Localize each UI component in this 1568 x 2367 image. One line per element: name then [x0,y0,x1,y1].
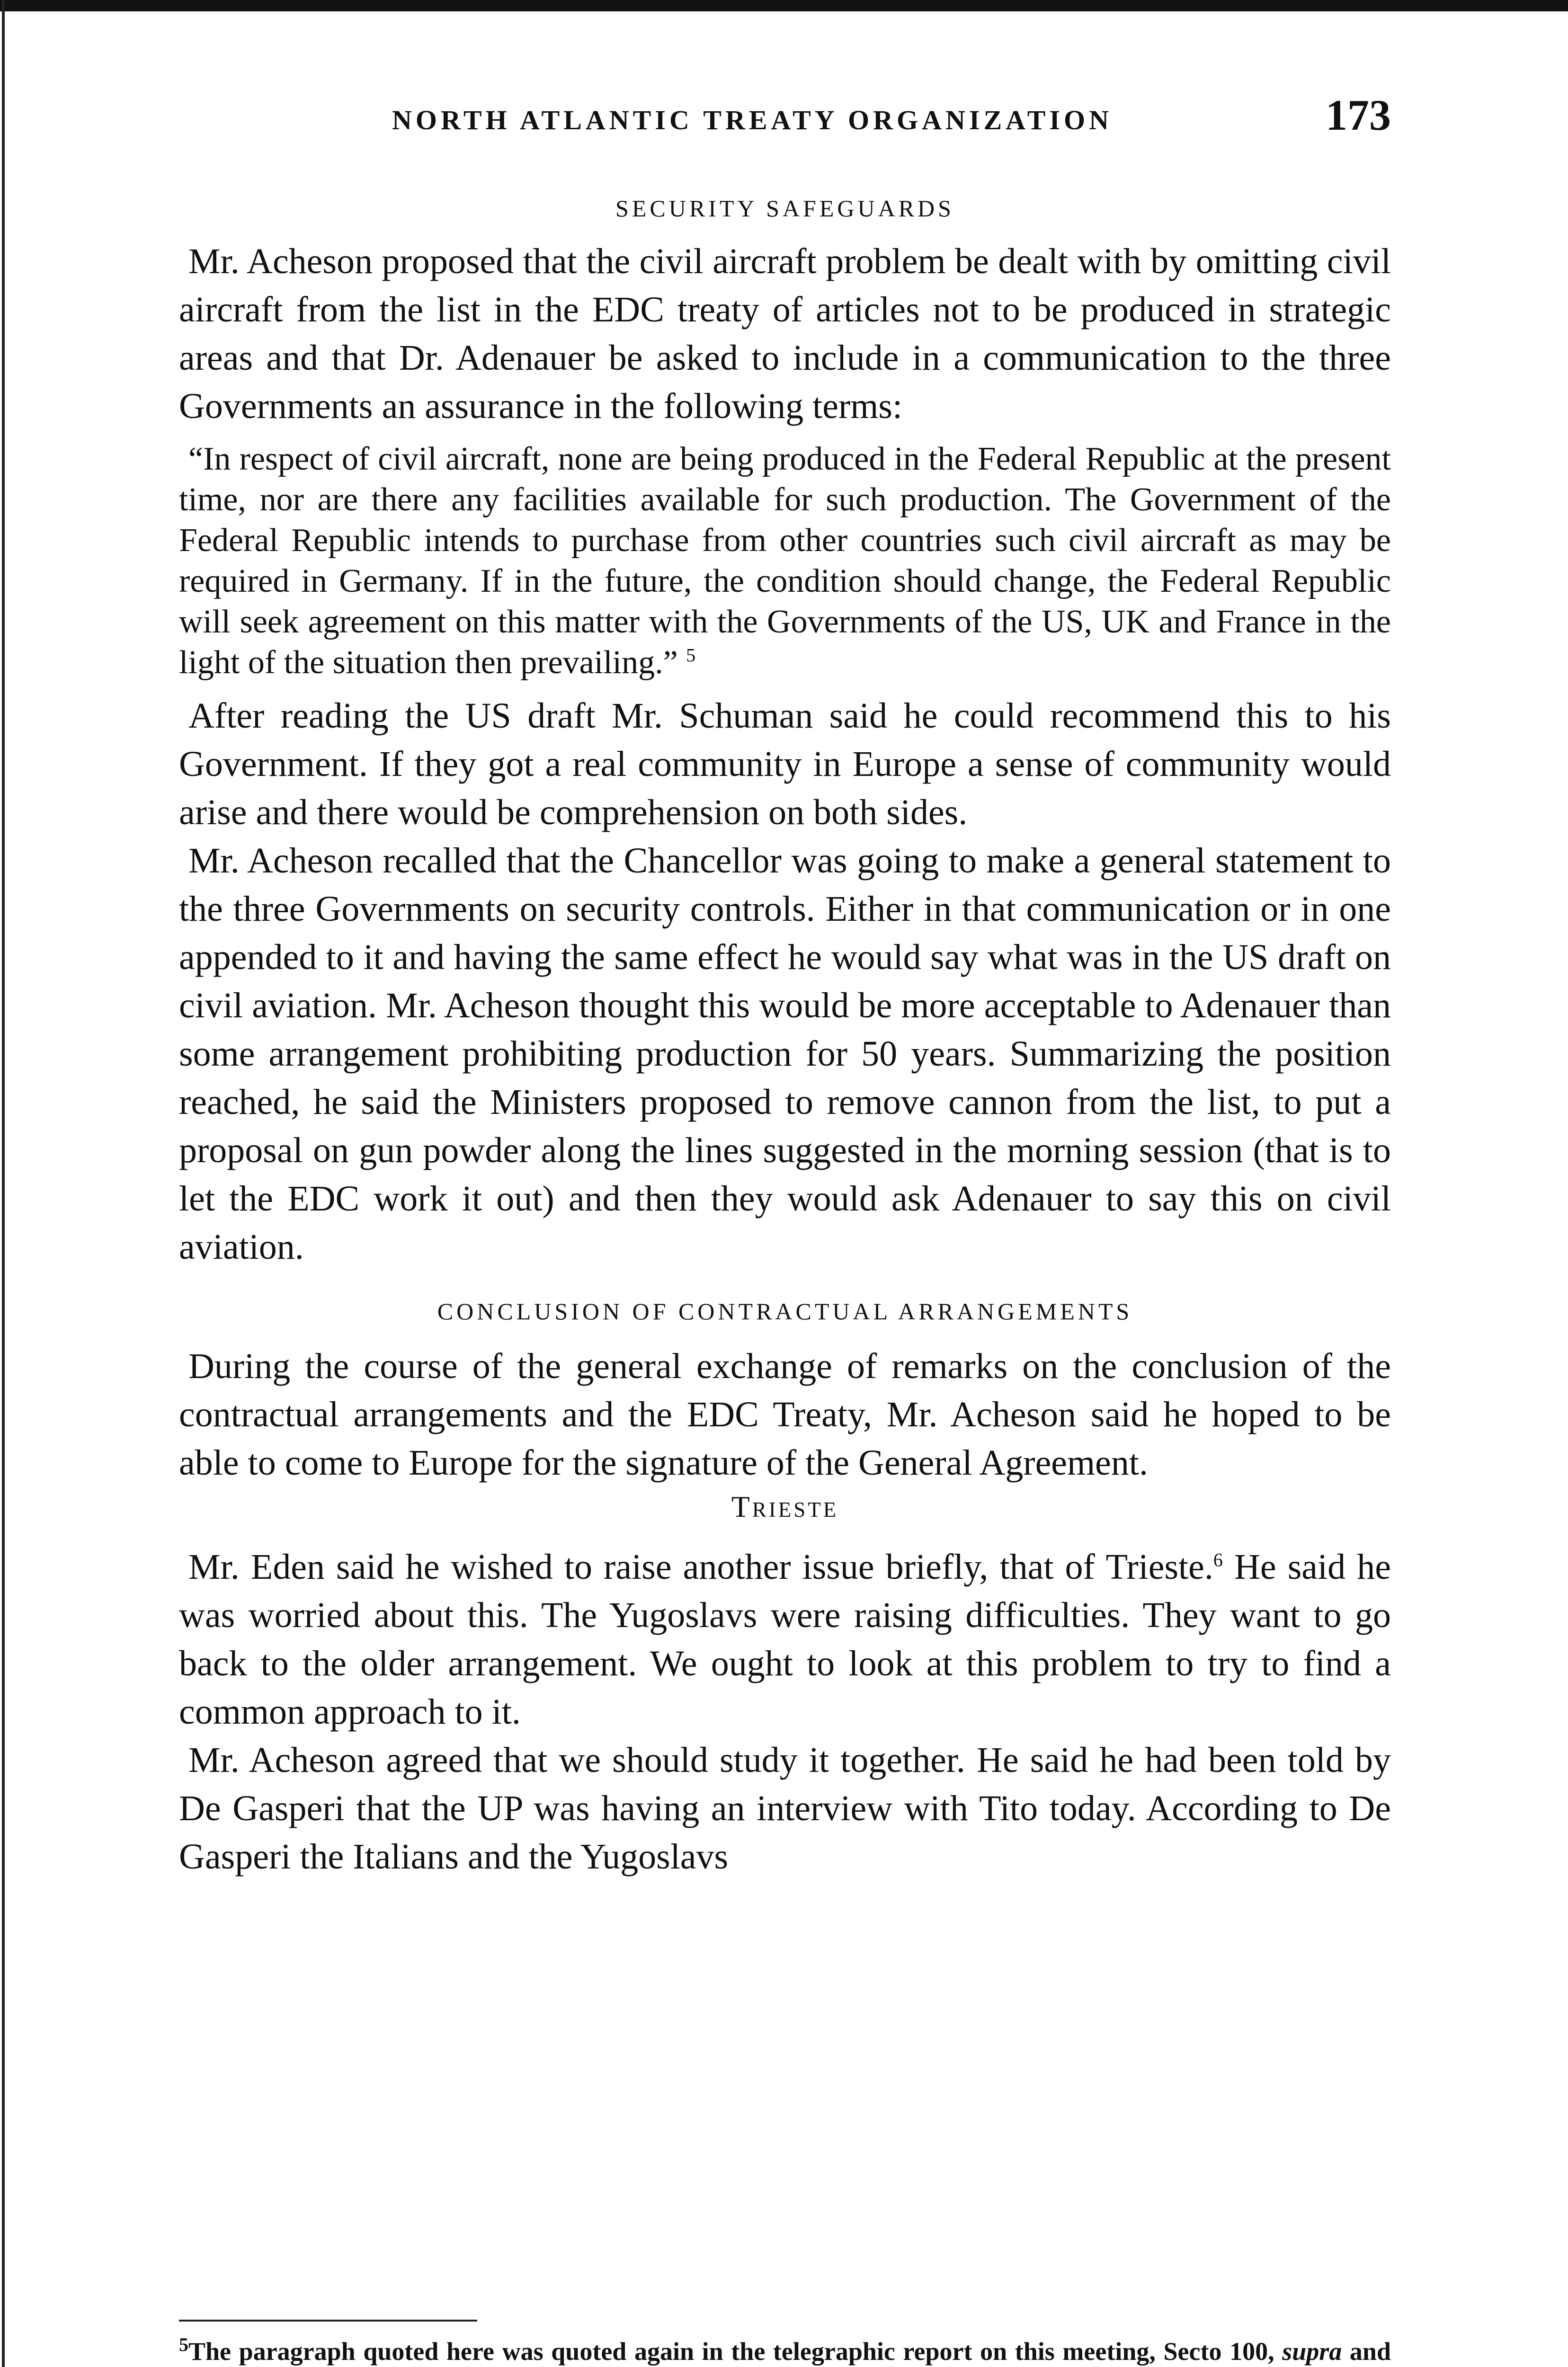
security-section-body [179,237,1391,1271]
paragraph: Mr. Acheson recalled that the Chancellor was going to make a general statement to the three Governments on security controls. Either in that communication or in one appended to it and having the same effect he would say what was in the US draft on civil aviation. Mr. Acheson thought this would be more acceptable to Adenauer than some arrangement prohibiting production for 50 years. Summarizing the position reached, he said the Ministers proposed to remove cannon from the list, to put a proposal on gun powder along the lines suggested in the morning session (that is to let the EDC work it out) and then they would ask Adenauer to say this on civil aviation. [179,841,1391,1267]
footnote-5 [179,2336,1391,2367]
top-border-rule [0,0,1568,11]
footnotes [179,2336,1391,2367]
block-quote [179,439,1391,683]
page-number: 173 [1326,91,1391,139]
running-head-title: NORTH ATLANTIC TREATY ORGANIZATION [392,105,1113,135]
left-border-rule [2,0,5,2367]
section-heading-security: SECURITY SAFEGUARDS [615,195,954,222]
trieste-section-body [179,1543,1391,1881]
footnote-mark: 5 [179,2334,188,2355]
paragraph: After reading the US draft Mr. Schuman said he could recommend this to his Government. If they got a real community in Europe a sense of community would arise and there would be comprehension on both sides. [179,696,1391,832]
footnote-text: The paragraph quoted here was quoted again in the telegraphic report on this meeting, Secto 100, [188,2337,1283,2366]
footnote-ref: 6 [1213,1549,1223,1571]
trieste-text-start: Mr. Eden said he wished to raise another issue briefly, that of Trieste. [188,1547,1213,1587]
footnote-text: and [1349,2337,1391,2366]
footnote-divider [179,2320,477,2322]
footnote-emphasis: supra [1282,2337,1342,2366]
trieste-text-end: He said he was worried about this. The Yugoslavs were raising difficulties. They want to go back to the older arrangement. We ought to look at this problem to try to find a common approach to it. [179,1547,1391,1732]
page-content [179,71,1391,1881]
conclusion-section-body [179,1342,1391,1487]
section-heading-trieste: Trieste [731,1490,839,1523]
footnote-ref: 5 [686,644,696,666]
paragraph: During the course of the general exchange of remarks on the conclusion of the contractual arrangements and the EDC Treaty, Mr. Acheson said he hoped to be able to come to Europe for the signature of the General Agreement. [179,1346,1391,1483]
paragraph [179,1543,1391,1736]
section-heading-conclusion: CONCLUSION OF CONTRACTUAL ARRANGEMENTS [437,1298,1133,1325]
quote-text: “In respect of civil aircraft, none are being produced in the Federal Republic at the present time, nor are there any facilities available for such production. The Government of the Federal Republic intends to purchase from other countries such civil aircraft as may be required in Germany. If in the future, the condition should change, the Federal Republic will seek agreement on this matter with the Governments of the US, UK and France in the light of the situation then prevailing.” [179,441,1391,681]
running-head [179,71,1391,142]
paragraph: Mr. Acheson agreed that we should study it together. He said he had been told by De Gasperi that the UP was having an interview with Tito today. According to De Gasperi the Italians and the Yugoslavs [179,1740,1391,1877]
paragraph: Mr. Acheson proposed that the civil aircraft problem be dealt with by omitting civil aircraft from the list in the EDC treaty of articles not to be produced in strategic areas and that Dr. Adenauer be asked to include in a communication to the three Governments an assurance in the following terms: [179,241,1391,426]
